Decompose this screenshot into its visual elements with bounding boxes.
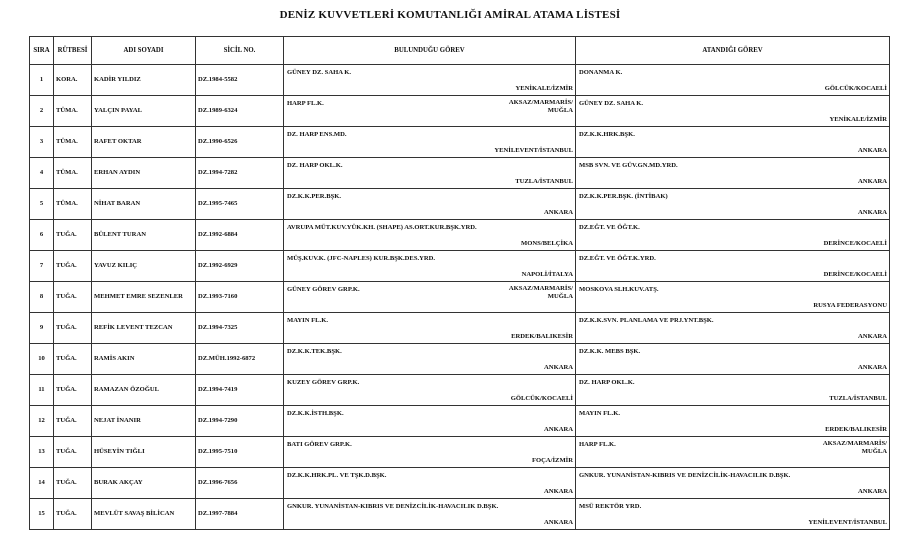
assigned-duty: DONANMA K.	[579, 69, 623, 76]
table-row	[30, 251, 890, 282]
cell-atandigi	[576, 220, 890, 251]
assigned-location: ANKARA	[858, 333, 887, 341]
cell-atandigi	[576, 406, 890, 437]
assignment-table	[29, 36, 890, 530]
assigned-location: ANKARA	[858, 364, 887, 372]
cell-atandigi	[576, 127, 890, 158]
assigned-duty: MAYIN FL.K.	[579, 410, 620, 417]
assigned-duty: GNKUR. YUNANİSTAN-KIBRIS VE DENİZCİLİK-HAVACILIK D.BŞK.	[579, 472, 791, 479]
cell-atandigi	[576, 375, 890, 406]
current-location: ERDEK/BALIKESİR	[511, 333, 573, 341]
header-atandigi: ATANDIĞI GÖREV	[576, 37, 890, 65]
assigned-location: RUSYA FEDERASYONU	[813, 302, 887, 310]
assigned-duty: DZ.K.K. MEBS BŞK.	[579, 348, 641, 355]
cell-bulundugu	[284, 468, 576, 499]
assigned-duty: DZ. HARP OKL.K.	[579, 379, 635, 386]
current-duty: DZ.K.K.HRK.PL. VE TŞK.D.BŞK.	[287, 472, 387, 479]
assigned-duty: DZ.K.K.HRK.BŞK.	[579, 131, 635, 138]
cell-adsoyad: RAFET OKTAR	[92, 127, 196, 158]
assigned-location: ANKARA	[858, 178, 887, 186]
cell-bulundugu	[284, 189, 576, 220]
table-header-row	[30, 37, 890, 65]
assigned-duty: MOSKOVA SLH.KUV.ATŞ.	[579, 286, 659, 293]
cell-sicil: DZ.1994-7282	[196, 158, 284, 189]
assigned-location: ANKARA	[858, 209, 887, 217]
cell-atandigi	[576, 282, 890, 313]
current-duty: BATI GÖREV GRP.K.	[287, 441, 352, 448]
cell-adsoyad: YALÇIN PAYAL	[92, 96, 196, 127]
current-duty: KUZEY GÖREV GRP.K.	[287, 379, 360, 386]
cell-rutbe: TUĞA.	[54, 282, 92, 313]
assigned-duty: DZ.K.K.PER.BŞK. (İNTİBAK)	[579, 193, 668, 200]
current-location: NAPOLİ/İTALYA	[521, 271, 573, 279]
cell-adsoyad: RAMAZAN ÖZOĞUL	[92, 375, 196, 406]
cell-atandigi	[576, 158, 890, 189]
cell-sicil: DZ.1990-6526	[196, 127, 284, 158]
cell-atandigi	[576, 499, 890, 530]
current-location: MONS/BELÇİKA	[520, 240, 573, 248]
assigned-duty: DZ.EĞT. VE ÖĞT.K.YRD.	[579, 255, 656, 262]
cell-sicil: DZ.1995-7465	[196, 189, 284, 220]
table-row	[30, 344, 890, 375]
cell-sicil: DZ.1993-7160	[196, 282, 284, 313]
cell-sira: 1	[30, 65, 54, 96]
assigned-location: TUZLA/İSTANBUL	[829, 395, 887, 403]
cell-atandigi	[576, 313, 890, 344]
cell-sira: 7	[30, 251, 54, 282]
cell-atandigi	[576, 189, 890, 220]
cell-atandigi	[576, 96, 890, 127]
cell-bulundugu	[284, 220, 576, 251]
cell-sicil: DZ.1997-7884	[196, 499, 284, 530]
cell-sira: 8	[30, 282, 54, 313]
cell-bulundugu	[284, 127, 576, 158]
assigned-duty: MSB SVN. VE GÜV.GN.MD.YRD.	[579, 162, 678, 169]
current-duty: DZ. HARP OKL.K.	[287, 162, 343, 169]
cell-rutbe: TUĞA.	[54, 375, 92, 406]
assigned-location: YENİLEVENT/İSTANBUL	[808, 519, 887, 527]
cell-adsoyad: KADİR YILDIZ	[92, 65, 196, 96]
cell-atandigi	[576, 251, 890, 282]
cell-sira: 11	[30, 375, 54, 406]
cell-bulundugu	[284, 65, 576, 96]
cell-sicil: DZ.1994-7325	[196, 313, 284, 344]
assigned-location: ANKARA	[858, 147, 887, 155]
cell-atandigi	[576, 468, 890, 499]
table-row	[30, 468, 890, 499]
cell-rutbe: TÜMA.	[54, 96, 92, 127]
cell-adsoyad: BÜLENT TURAN	[92, 220, 196, 251]
cell-sicil: DZ.MÜH.1992-6872	[196, 344, 284, 375]
cell-adsoyad: RAMİS AKIN	[92, 344, 196, 375]
table-row	[30, 158, 890, 189]
current-location: YENİKALE/İZMİR	[515, 85, 573, 93]
cell-rutbe: TUĞA.	[54, 220, 92, 251]
table-row	[30, 375, 890, 406]
cell-rutbe: TÜMA.	[54, 127, 92, 158]
cell-adsoyad: NEJAT İNANIR	[92, 406, 196, 437]
current-duty: GNKUR. YUNANİSTAN-KIBRIS VE DENİZCİLİK-HAVACILIK D.BŞK.	[287, 503, 499, 510]
cell-bulundugu	[284, 344, 576, 375]
current-duty: DZ. HARP ENS.MD.	[287, 131, 347, 138]
cell-rutbe: TUĞA.	[54, 344, 92, 375]
assigned-location: AKSAZ/MARMARİS/ MUĞLA	[822, 440, 887, 455]
assigned-duty: DZ.EĞT. VE ÖĞT.K.	[579, 224, 640, 231]
cell-sira: 15	[30, 499, 54, 530]
cell-sira: 3	[30, 127, 54, 158]
current-duty: DZ.K.K.PER.BŞK.	[287, 193, 342, 200]
cell-rutbe: TÜMA.	[54, 158, 92, 189]
cell-adsoyad: HÜSEYİN TIĞLI	[92, 437, 196, 468]
current-duty: AVRUPA MÜT.KUV.YÜK.KH. (SHAPE) AS.ORT.KUR.BŞK.YRD.	[287, 224, 477, 231]
cell-atandigi	[576, 437, 890, 468]
current-location: TUZLA/İSTANBUL	[515, 178, 573, 186]
table-row	[30, 313, 890, 344]
cell-sira: 14	[30, 468, 54, 499]
assigned-duty: GÜNEY DZ. SAHA K.	[579, 100, 644, 107]
cell-adsoyad: YAVUZ KILIÇ	[92, 251, 196, 282]
cell-sira: 13	[30, 437, 54, 468]
assigned-location: DERİNCE/KOCAELİ	[823, 240, 887, 248]
cell-bulundugu	[284, 96, 576, 127]
assigned-location: YENİKALE/İZMİR	[829, 116, 887, 124]
cell-sira: 6	[30, 220, 54, 251]
cell-rutbe: TÜMA.	[54, 189, 92, 220]
cell-sira: 12	[30, 406, 54, 437]
current-location: AKSAZ/MARMARİS/ MUĞLA	[508, 99, 573, 114]
table-row	[30, 127, 890, 158]
cell-sira: 10	[30, 344, 54, 375]
current-duty: GÜNEY GÖREV GRP.K.	[287, 286, 360, 293]
cell-sicil: DZ.1992-6929	[196, 251, 284, 282]
header-bulundugu: BULUNDUĞU GÖREV	[284, 37, 576, 65]
cell-atandigi	[576, 344, 890, 375]
table-row	[30, 220, 890, 251]
cell-rutbe: TUĞA.	[54, 499, 92, 530]
cell-rutbe: TUĞA.	[54, 468, 92, 499]
cell-adsoyad: NİHAT BARAN	[92, 189, 196, 220]
current-location: GÖLCÜK/KOCAELİ	[510, 395, 573, 403]
cell-adsoyad: BURAK AKÇAY	[92, 468, 196, 499]
cell-adsoyad: REFİK LEVENT TEZCAN	[92, 313, 196, 344]
current-location: ANKARA	[544, 519, 573, 527]
assigned-duty: DZ.K.K.SVN. PLANLAMA VE PRJ.YNT.BŞK.	[579, 317, 714, 324]
current-duty: MAYIN FL.K.	[287, 317, 328, 324]
current-location: ANKARA	[544, 426, 573, 434]
cell-bulundugu	[284, 499, 576, 530]
table-row	[30, 65, 890, 96]
cell-sira: 5	[30, 189, 54, 220]
cell-sira: 4	[30, 158, 54, 189]
cell-sicil: DZ.1984-5582	[196, 65, 284, 96]
assigned-location: DERİNCE/KOCAELİ	[823, 271, 887, 279]
cell-rutbe: TUĞA.	[54, 437, 92, 468]
table-row	[30, 189, 890, 220]
current-location: ANKARA	[544, 209, 573, 217]
cell-atandigi	[576, 65, 890, 96]
cell-bulundugu	[284, 375, 576, 406]
assigned-duty: HARP FL.K.	[579, 441, 616, 448]
table-row	[30, 437, 890, 468]
cell-rutbe: TUĞA.	[54, 251, 92, 282]
assigned-location: ANKARA	[858, 488, 887, 496]
table-row	[30, 282, 890, 313]
cell-sira: 9	[30, 313, 54, 344]
header-adsoyad: ADI SOYADI	[92, 37, 196, 65]
cell-bulundugu	[284, 406, 576, 437]
cell-bulundugu	[284, 282, 576, 313]
current-location: FOÇA/İZMİR	[531, 457, 573, 465]
current-location: ANKARA	[544, 364, 573, 372]
table-row	[30, 96, 890, 127]
cell-bulundugu	[284, 437, 576, 468]
cell-sicil: DZ.1992-6884	[196, 220, 284, 251]
document-title: DENİZ KUVVETLERİ KOMUTANLIĞI AMİRAL ATAMA LİSTESİ	[279, 9, 621, 21]
current-duty: MÜŞ.KUV.K. (JFC-NAPLES) KUR.BŞK.DES.YRD.	[287, 255, 436, 262]
header-sira: SIRA	[30, 37, 54, 65]
current-location: AKSAZ/MARMARİS/ MUĞLA	[508, 285, 573, 300]
cell-bulundugu	[284, 313, 576, 344]
cell-sicil: DZ.1995-7510	[196, 437, 284, 468]
cell-rutbe: TUĞA.	[54, 406, 92, 437]
cell-adsoyad: MEVLÜT SAVAŞ BİLİCAN	[92, 499, 196, 530]
current-duty: DZ.K.K.İSTH.BŞK.	[287, 410, 344, 417]
current-duty: DZ.K.K.TEK.BŞK.	[287, 348, 342, 355]
table-row	[30, 499, 890, 530]
current-duty: GÜNEY DZ. SAHA K.	[287, 69, 352, 76]
header-sicil: SİCİL NO.	[196, 37, 284, 65]
cell-sira: 2	[30, 96, 54, 127]
assigned-duty: MSÜ REKTÖR YRD.	[579, 503, 642, 510]
assigned-location: ERDEK/BALIKESİR	[825, 426, 887, 434]
cell-rutbe: TUĞA.	[54, 313, 92, 344]
current-location: YENİLEVENT/İSTANBUL	[494, 147, 573, 155]
cell-bulundugu	[284, 158, 576, 189]
cell-sicil: DZ.1996-7656	[196, 468, 284, 499]
current-location: ANKARA	[544, 488, 573, 496]
current-duty: HARP FL.K.	[287, 100, 324, 107]
cell-sicil: DZ.1994-7290	[196, 406, 284, 437]
cell-rutbe: KORA.	[54, 65, 92, 96]
cell-adsoyad: MEHMET EMRE SEZENLER	[92, 282, 196, 313]
cell-adsoyad: ERHAN AYDIN	[92, 158, 196, 189]
cell-bulundugu	[284, 251, 576, 282]
cell-sicil: DZ.1994-7419	[196, 375, 284, 406]
table-row	[30, 406, 890, 437]
header-rutbe: RÜTBESİ	[54, 37, 92, 65]
assigned-location: GÖLCÜK/KOCAELİ	[824, 85, 887, 93]
cell-sicil: DZ.1989-6324	[196, 96, 284, 127]
